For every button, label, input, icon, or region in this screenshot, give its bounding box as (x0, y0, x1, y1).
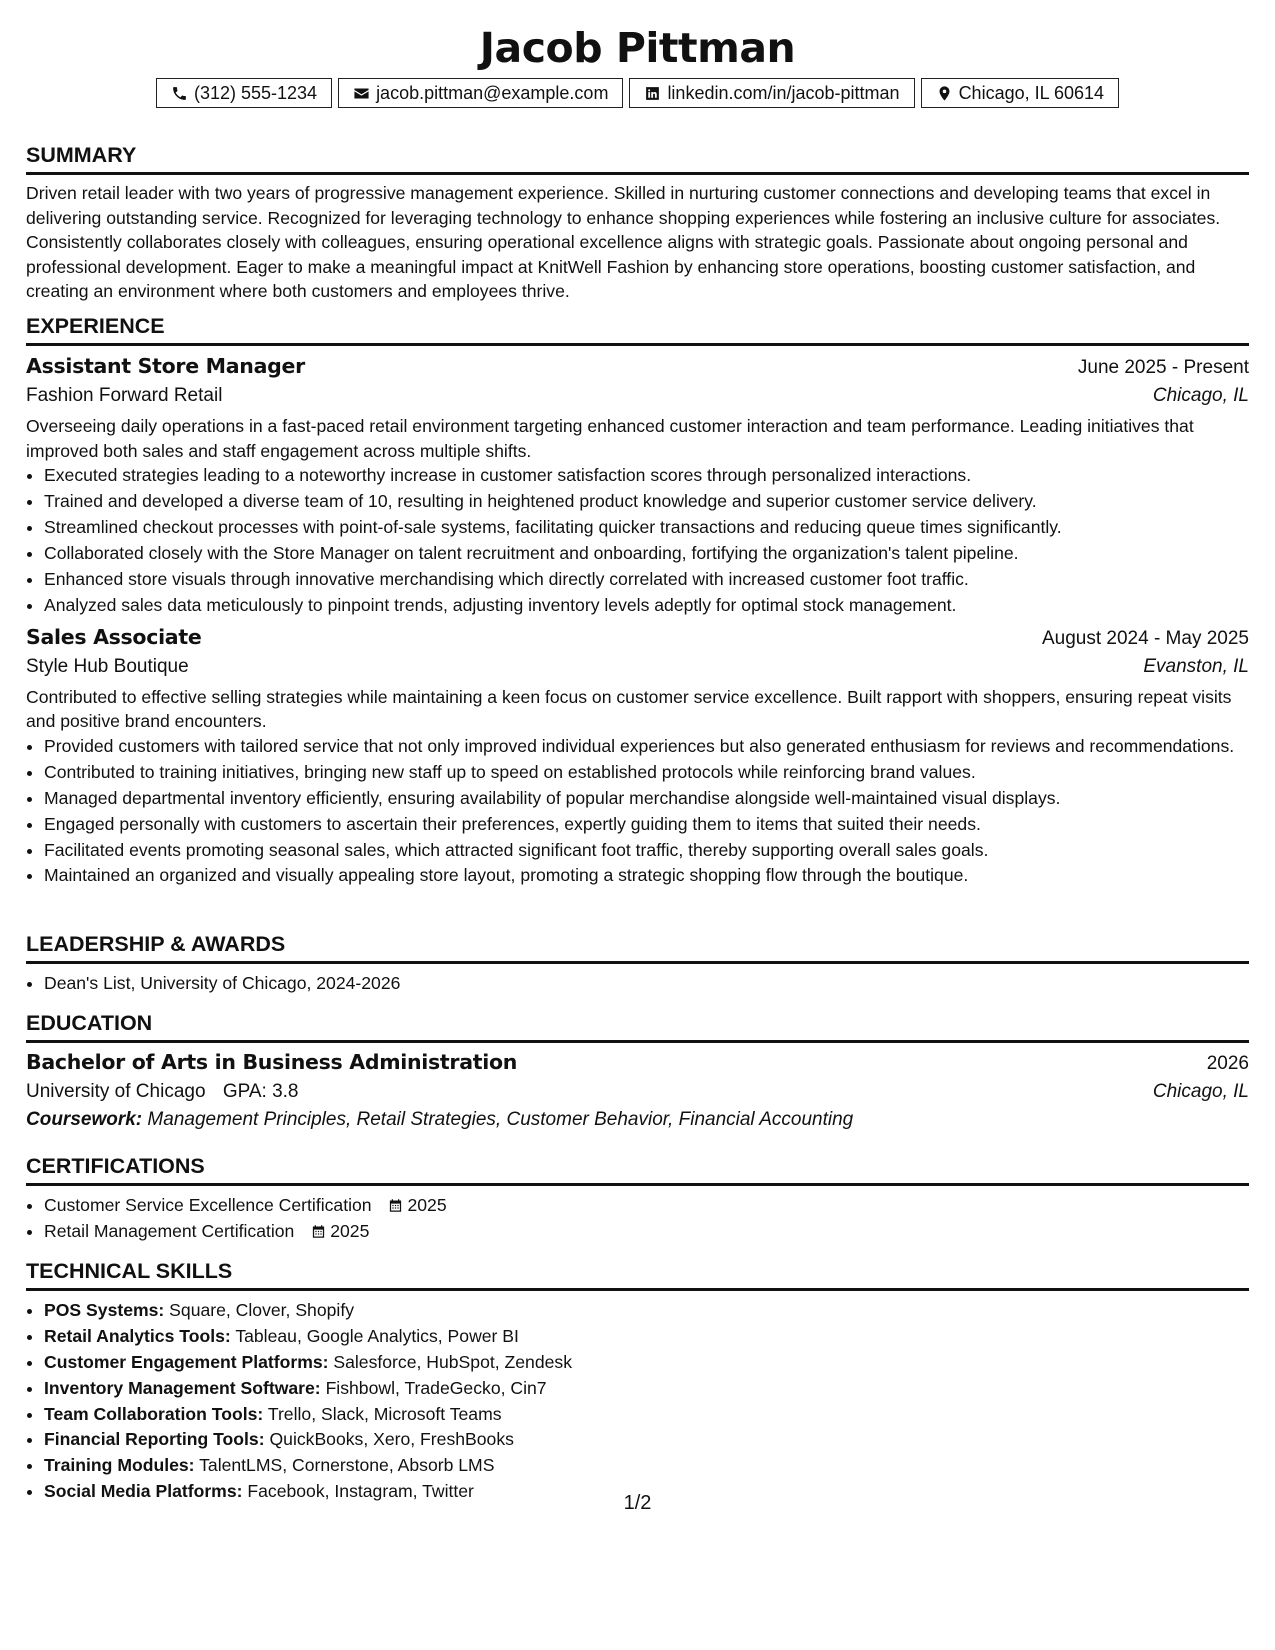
calendar-icon (388, 1198, 403, 1213)
list-item: • Maintained an organized and visually appealing store layout, promoting a strategic shopping flow through the boutique. (44, 863, 1249, 887)
job-location: Evanston, IL (1143, 655, 1249, 677)
list-item (44, 1453, 1249, 1477)
cert-name: Customer Service Excellence Certification (44, 1195, 372, 1215)
skills-list (26, 1298, 1249, 1503)
skill-value: Salesforce, HubSpot, Zendesk (333, 1351, 572, 1372)
skills-section (26, 1258, 1249, 1505)
list-item: • Trained and developed a diverse team of 10, resulting in heightened product knowledge and superior customer service delivery. (44, 489, 1249, 513)
job-description: Overseeing daily operations in a fast-paced retail environment targeting enhanced customer interaction and team performance. Leading initiatives that improved both sales and staff engagement across multiple shifts. (26, 416, 1194, 461)
job-location: Chicago, IL (1152, 385, 1249, 406)
skill-value: QuickBooks, Xero, FreshBooks (269, 1429, 514, 1450)
list-item (44, 1376, 1249, 1400)
list-item: • Engaged personally with customers to ascertain their preferences, expertly guiding them to items that suited their needs. (44, 812, 1249, 836)
list-item (44, 1402, 1249, 1426)
list-item (44, 1350, 1249, 1374)
coursework (26, 1109, 1249, 1131)
list-item: • Facilitated events promoting seasonal sales, which attracted significant foot traffic, thereby supporting overall sales goals. (44, 838, 1249, 862)
skill-label: Customer Engagement Platforms: (44, 1351, 329, 1372)
cert-year: 2025 (330, 1220, 370, 1241)
skill-value: Fishbowl, TradeGecko, Cin7 (325, 1377, 547, 1398)
section-title: EDUCATION (26, 1010, 1249, 1043)
certifications-section (26, 1153, 1249, 1245)
calendar-icon (311, 1224, 326, 1239)
awards-list (26, 971, 1249, 995)
linkedin-text: linkedin.com/in/jacob-pittman (667, 82, 900, 103)
education-section (26, 1010, 1249, 1131)
page-number: 1/2 (623, 1492, 652, 1514)
list-item: • Managed departmental inventory efficiently, ensuring availability of popular merchandise alongside well-maintained visual displays. (44, 786, 1249, 810)
location-text: Chicago, IL 60614 (958, 82, 1105, 103)
skill-label: Training Modules: (44, 1455, 195, 1476)
contact-linkedin[interactable] (629, 78, 914, 108)
section-title: TECHNICAL SKILLS (26, 1258, 1249, 1291)
skill-value: Trello, Slack, Microsoft Teams (267, 1403, 502, 1424)
phone-icon (171, 85, 188, 102)
cert-year: 2025 (407, 1195, 447, 1215)
email-text: jacob.pittman@example.com (376, 82, 609, 103)
skill-label: Team Collaboration Tools: (44, 1403, 264, 1424)
skill-label: Retail Analytics Tools: (44, 1325, 231, 1346)
section-title: SUMMARY (26, 142, 1249, 175)
candidate-name: Jacob Pittman (479, 24, 796, 72)
list-item: • Analyzed sales data meticulously to pinpoint trends, adjusting inventory levels adeptly for optimal stock management. (44, 593, 1249, 617)
job-description: Contributed to effective selling strategies while maintaining a keen focus on customer service excellence. Built rapport with shoppers, ensuring repeat visits and positive brand encounters. (26, 686, 1232, 732)
list-item: • Dean's List, University of Chicago, 2024-2026 (44, 971, 1249, 995)
contact-phone[interactable] (156, 78, 332, 108)
skill-value: Square, Clover, Shopify (169, 1300, 355, 1320)
list-item: • Enhanced store visuals through innovative merchandising which directly correlated with increased customer foot traffic. (44, 567, 1249, 591)
skill-value: TalentLMS, Cornerstone, Absorb LMS (199, 1455, 495, 1476)
contact-email[interactable] (338, 78, 623, 108)
gpa: GPA: 3.8 (222, 1081, 299, 1102)
skill-value: Tableau, Google Analytics, Power BI (235, 1325, 519, 1346)
list-item (44, 1298, 1249, 1322)
list-item: • Executed strategies leading to a noteworthy increase in customer satisfaction scores through personalized interactions. (44, 463, 1249, 487)
company-name: Style Hub Boutique (26, 655, 189, 677)
map-pin-icon (936, 85, 953, 102)
awards-section (26, 931, 1249, 997)
linkedin-icon (644, 85, 661, 102)
job-title: Sales Associate (26, 624, 202, 649)
skill-label: Financial Reporting Tools: (44, 1429, 265, 1450)
company-name: Fashion Forward Retail (26, 385, 223, 406)
job-dates: June 2025 - Present (1077, 357, 1249, 378)
job-dates: August 2024 - May 2025 (1041, 627, 1249, 649)
certifications-list (26, 1193, 1249, 1243)
summary-section (26, 142, 1249, 304)
skill-value: Facebook, Instagram, Twitter (247, 1481, 474, 1502)
summary-text: Driven retail leader with two years of progressive management experience. Skilled in nurturing customer connections and developing teams that excel in delivering outstanding service. Recognized for leveraging technology to enhance shopping experiences while fostering an inclusive culture for associates. Consistently collaborates closely with colleagues, ensuring operational excellence aligns with strategic goals. Passionate about ongoing personal and professional development. Eager to make a meaningful impact at KnitWell Fashion by enhancing store operations, boosting customer satisfaction, and creating an environment where both customers and employees thrive. (26, 183, 1221, 302)
school-name: University of Chicago (26, 1081, 206, 1102)
list-item (44, 1324, 1249, 1348)
graduation-year: 2026 (1206, 1053, 1249, 1074)
contact-location (921, 78, 1119, 108)
skill-label: Inventory Management Software: (44, 1377, 321, 1398)
list-item: • Collaborated closely with the Store Manager on talent recruitment and onboarding, fortifying the organization's talent pipeline. (44, 541, 1249, 565)
list-item: • Streamlined checkout processes with point-of-sale systems, facilitating quicker transactions and reducing queue times significantly. (44, 515, 1249, 539)
school-location: Chicago, IL (1152, 1081, 1249, 1102)
job-bullets (26, 463, 1249, 617)
job-bullets (26, 734, 1249, 888)
job-entry (26, 354, 1249, 617)
coursework-label: Coursework: (26, 1109, 143, 1130)
section-title: EXPERIENCE (26, 313, 1249, 346)
experience-section (26, 313, 1249, 889)
job-entry (26, 625, 1249, 888)
coursework-text: Management Principles, Retail Strategies, Customer Behavior, Financial Accounting (147, 1109, 854, 1130)
resume-page (26, 0, 1249, 1502)
list-item (44, 1427, 1249, 1451)
list-item (44, 1219, 1249, 1243)
phone-text: (312) 555-1234 (193, 82, 318, 103)
section-title: CERTIFICATIONS (26, 1153, 1249, 1186)
job-title: Assistant Store Manager (26, 354, 305, 378)
section-title: LEADERSHIP & AWARDS (26, 931, 1249, 964)
cert-name: Retail Management Certification (44, 1220, 295, 1241)
skill-label: Social Media Platforms: (44, 1481, 243, 1502)
list-item (44, 1193, 1249, 1217)
envelope-icon (353, 85, 370, 102)
skill-label: POS Systems: (44, 1300, 165, 1320)
contact-bar (26, 78, 1249, 108)
degree-title: Bachelor of Arts in Business Administration (26, 1050, 518, 1074)
list-item: • Contributed to training initiatives, bringing new staff up to speed on established protocols while reinforcing brand values. (44, 760, 1249, 784)
list-item: • Provided customers with tailored service that not only improved individual experiences but also generated enthusiasm for reviews and recommendations. (44, 734, 1249, 758)
